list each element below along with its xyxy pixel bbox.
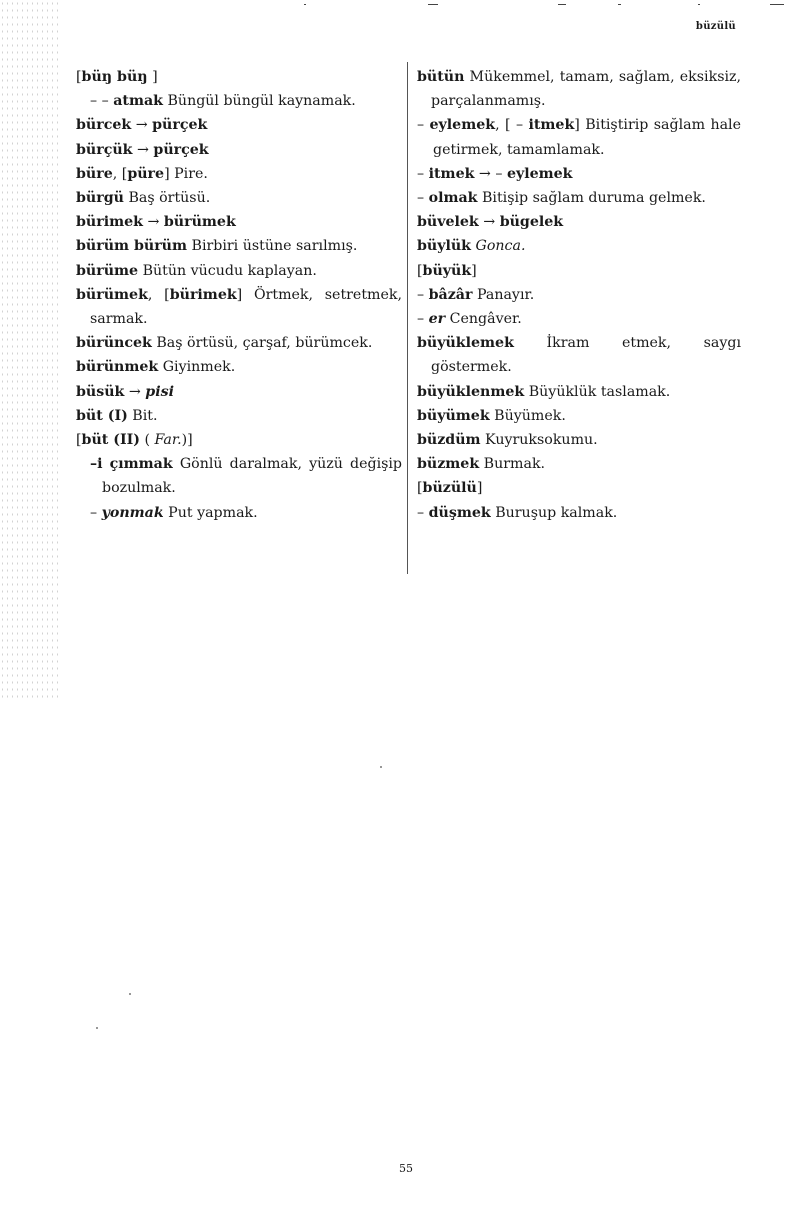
entry-text: ] bbox=[476, 480, 483, 497]
entry-text: Burmak. bbox=[479, 456, 546, 473]
headword: püre bbox=[127, 165, 165, 182]
entry-text: → – bbox=[474, 165, 507, 182]
scan-speck bbox=[129, 993, 131, 995]
left-column bbox=[76, 65, 402, 525]
scan-speck bbox=[96, 1027, 98, 1029]
headword: büyük bbox=[422, 262, 472, 279]
headword: bürimek bbox=[76, 214, 143, 231]
entry-text: Baş örtüsü. bbox=[123, 190, 211, 207]
headword: pürçek bbox=[152, 117, 208, 134]
headword: bügelek bbox=[499, 214, 564, 231]
headword: çımmak bbox=[109, 456, 173, 473]
dictionary-entry bbox=[417, 331, 741, 379]
entry-text: )] bbox=[181, 432, 193, 449]
headword: büŋ büŋ bbox=[81, 69, 148, 85]
entry-text: ] Örtmek, setretmek, sarmak. bbox=[90, 286, 402, 328]
italic-text: Gonca. bbox=[475, 238, 526, 255]
dictionary-entry bbox=[76, 162, 402, 186]
dictionary-entry bbox=[417, 210, 741, 234]
entry-text: , [ – bbox=[495, 117, 529, 134]
entry-text: – bbox=[417, 117, 430, 134]
headword: büylük bbox=[417, 238, 472, 255]
dictionary-entry bbox=[417, 380, 741, 404]
entry-text: – bbox=[417, 165, 429, 182]
entry-text: Mükemmel, tamam, sağlam, eksiksiz, parçalanmamış. bbox=[431, 69, 741, 110]
dictionary-entry bbox=[417, 113, 741, 161]
dictionary-entry bbox=[417, 404, 741, 428]
running-head: büzülü bbox=[695, 21, 736, 32]
entry-text: Panayır. bbox=[472, 286, 535, 303]
scan-speck bbox=[380, 766, 382, 768]
headword: büyüklenmek bbox=[417, 383, 525, 400]
dictionary-entry bbox=[417, 452, 741, 476]
entry-text: Gönlü daralmak, yüzü değişip bozulmak. bbox=[102, 456, 403, 497]
entry-text: Giyinmek. bbox=[158, 359, 236, 376]
headword: bürüm bürüm bbox=[76, 238, 188, 255]
entry-text: Kuyruksokumu. bbox=[480, 432, 598, 449]
dictionary-entry bbox=[76, 283, 402, 331]
entry-text: – bbox=[417, 311, 429, 328]
entry-text: – bbox=[417, 504, 429, 521]
entry-text: Büyüklük taslamak. bbox=[524, 383, 671, 400]
entry-text: ( bbox=[139, 432, 155, 449]
dictionary-entry bbox=[417, 307, 741, 331]
headword: bürümek bbox=[163, 214, 236, 231]
dictionary-entry bbox=[76, 210, 402, 234]
entry-text bbox=[102, 456, 109, 472]
dictionary-entry bbox=[76, 452, 402, 500]
dictionary-entry bbox=[76, 89, 402, 113]
dictionary-entry bbox=[76, 428, 402, 452]
dictionary-entry bbox=[76, 259, 402, 283]
headword: pisi bbox=[145, 383, 174, 400]
dictionary-entry bbox=[76, 138, 402, 162]
headword: düşmek bbox=[428, 504, 491, 521]
entry-text: İkram etmek, saygı göstermek. bbox=[431, 335, 741, 376]
entry-text: Bitişip sağlam duruma gelmek. bbox=[477, 190, 706, 207]
entry-text: → bbox=[131, 117, 153, 134]
dictionary-entry bbox=[417, 162, 741, 186]
dictionary-entry bbox=[76, 186, 402, 210]
entry-text: [ bbox=[76, 432, 82, 449]
entry-text: → bbox=[132, 141, 154, 158]
entry-text: ] bbox=[147, 69, 158, 85]
entry-text: – bbox=[90, 504, 102, 521]
headword: büzdüm bbox=[417, 432, 481, 449]
dictionary-entry bbox=[76, 501, 402, 525]
headword: pürçek bbox=[153, 141, 209, 158]
entry-text: ] Pire. bbox=[164, 165, 208, 182]
headword: eylemek bbox=[506, 165, 573, 182]
headword: bâzâr bbox=[428, 286, 473, 303]
entry-text: → bbox=[124, 383, 146, 400]
headword: bürçük bbox=[76, 141, 133, 158]
headword: büt (II) bbox=[81, 432, 140, 449]
entry-text: – bbox=[417, 286, 429, 303]
entry-text: Bütün vücudu kaplayan. bbox=[138, 262, 317, 279]
dictionary-entry bbox=[417, 476, 741, 500]
headword: bürümek bbox=[76, 286, 148, 303]
dictionary-entry bbox=[76, 404, 402, 428]
dictionary-entry bbox=[417, 259, 741, 283]
headword: büre bbox=[76, 165, 113, 182]
entry-text: , [ bbox=[147, 286, 170, 303]
dictionary-entry bbox=[76, 355, 402, 379]
dictionary-entry bbox=[417, 501, 741, 525]
page-number: 55 bbox=[399, 1162, 413, 1175]
entry-text: – – bbox=[90, 93, 114, 110]
entry-text: → bbox=[478, 214, 500, 231]
dictionary-entry bbox=[76, 113, 402, 137]
headword: büvelek bbox=[417, 214, 479, 231]
headword: olmak bbox=[428, 190, 478, 207]
headword: atmak bbox=[113, 93, 163, 110]
right-column bbox=[417, 65, 741, 525]
headword: bütün bbox=[417, 69, 465, 85]
headword: itmek bbox=[528, 117, 575, 134]
entry-text: ] bbox=[471, 262, 477, 279]
entry-text: – bbox=[417, 190, 429, 207]
headword: –i bbox=[90, 456, 103, 473]
headword: bürünmek bbox=[76, 359, 159, 376]
dictionary-entry bbox=[76, 65, 402, 89]
dictionary-entry bbox=[417, 428, 741, 452]
headword: bürüncek bbox=[76, 335, 152, 352]
entry-text: → bbox=[142, 214, 164, 231]
headword: büyümek bbox=[417, 407, 490, 424]
headword: bürcek bbox=[76, 117, 132, 134]
dictionary-entry bbox=[417, 234, 741, 258]
entry-text: Cengâver. bbox=[445, 311, 522, 328]
headword: yonmak bbox=[101, 504, 164, 521]
dictionary-entry bbox=[417, 186, 741, 210]
headword: itmek bbox=[428, 165, 475, 182]
headword: büzülü bbox=[422, 480, 477, 497]
headword: büzmek bbox=[417, 456, 480, 473]
dictionary-entry bbox=[417, 283, 741, 307]
italic-text: Far. bbox=[154, 432, 182, 449]
dictionary-entry bbox=[76, 234, 402, 258]
dictionary-entry bbox=[76, 331, 402, 355]
entry-text: Buruşup kalmak. bbox=[490, 504, 618, 521]
column-rule bbox=[407, 62, 408, 574]
headword: bürüme bbox=[76, 262, 139, 279]
dictionary-entry bbox=[76, 380, 402, 404]
headword: er bbox=[428, 311, 446, 328]
headword: büt (I) bbox=[76, 407, 128, 424]
entry-text: [ bbox=[417, 262, 423, 279]
entry-text: , [ bbox=[112, 165, 128, 182]
entry-text: Baş örtüsü, çarşaf, bürümcek. bbox=[151, 335, 373, 352]
entry-text: Put yapmak. bbox=[163, 504, 258, 521]
scanned-page-edge-texture bbox=[0, 0, 58, 700]
entry-text: Büyümek. bbox=[489, 407, 566, 424]
entry-text: Büngül büngül kaynamak. bbox=[163, 93, 356, 110]
entry-text: [ bbox=[417, 480, 423, 497]
entry-text: [ bbox=[76, 69, 82, 85]
headword: büsük bbox=[76, 383, 125, 400]
dictionary-entry bbox=[417, 65, 741, 113]
scan-top-marks bbox=[300, 0, 800, 12]
headword: bürimek bbox=[169, 286, 237, 303]
headword: bürgü bbox=[76, 190, 124, 207]
headword: büyüklemek bbox=[417, 335, 514, 352]
entry-text: Bit. bbox=[127, 407, 158, 424]
entry-text: Birbiri üstüne sarılmış. bbox=[187, 238, 358, 255]
entry-text: ] Bitiştirip sağlam hale getirmek, tamamlamak. bbox=[433, 117, 741, 158]
headword: eylemek bbox=[429, 117, 496, 134]
